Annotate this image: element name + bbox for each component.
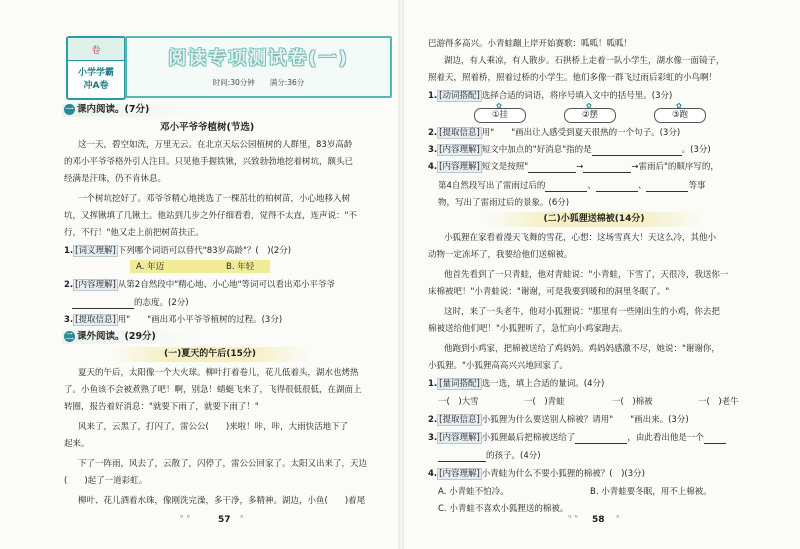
p3-line-7: 他跑到小鸡家，把棉被送给了鸡妈妈。鸡妈妈感激不尽，她说："谢谢你， — [444, 344, 720, 354]
section-2-title: 课外阅读。(29分) — [77, 331, 156, 342]
story-question-1 — [428, 378, 604, 390]
p3-line-6: 棉被送给他们吧！"小狐狸听了，急忙向小鸡家跑去。 — [428, 324, 628, 334]
badge-line-2: 冲A卷 — [83, 81, 109, 91]
rq1-tag: [动词搭配] — [439, 91, 480, 101]
rq4-blank-2[interactable] — [583, 172, 631, 173]
p2-line-1: 夏天的午后，太阳像一个大火球。柳叶打着卷儿，花儿低着头，湖水也烤热 — [78, 368, 359, 378]
sq2-tag: [提取信息] — [439, 415, 480, 425]
sq3-tag: [内容理解] — [439, 433, 480, 443]
sq1-item-2[interactable]: 一( )青蛙 — [524, 397, 565, 407]
sq3-blank-2[interactable] — [704, 443, 726, 444]
p3-line-8: 小狐狸。"小狐狸高高兴兴地回家了。 — [428, 361, 568, 371]
lq1-option-b[interactable]: B. 年轻 — [226, 262, 255, 272]
page-title: 阅读专项测试卷(一) — [168, 48, 349, 69]
rq3-number: 3. — [428, 145, 438, 155]
lq1-tag: [词义理解] — [75, 246, 116, 256]
p2-line-8: 柳叶、花儿洒着水珠，像刚洗完澡，多干净，多精神。湖边，小鱼( )着尾 — [78, 496, 366, 506]
bulb-icon: ✿ — [496, 102, 502, 110]
p3-line-1: 小狐狸在家看着漫天飞舞的雪花，心想：这场雪真大！天这么冷，其他小 — [444, 233, 717, 243]
badge-top-mark: 卷 — [91, 46, 101, 56]
sq1-item-3[interactable]: 一( )棉被 — [612, 397, 653, 407]
sq4-option-b[interactable]: B. 小青蛙要冬眠，用不上棉被。 — [590, 487, 712, 497]
rq1-option-3[interactable] — [654, 102, 706, 123]
right-question-4 — [428, 161, 719, 173]
section-1-tag: 一 — [65, 105, 74, 114]
lq3-number: 3. — [64, 315, 74, 325]
section-1-title: 课内阅读。(7分) — [77, 104, 150, 115]
right-question-3 — [428, 144, 711, 156]
lq2-number: 2. — [64, 280, 74, 290]
test-meta: 时间:30分钟 满分:36分 — [212, 78, 305, 87]
header-box — [125, 36, 392, 98]
sq3-line-2 — [438, 450, 541, 462]
rq3-answer-blank[interactable] — [592, 155, 682, 156]
section-1-heading — [64, 104, 149, 116]
rq2-text: 用" "画出让人感受到夏天很热的一个句子。(3分) — [481, 128, 681, 138]
r-line-2: 湖边，有人乘凉，有人散步。石拱桥上走着一队小学生，湖水像一面镜子， — [444, 56, 725, 66]
sprout-icon: ᐡ ᐡ — [180, 514, 190, 524]
badge-line-1: 小学学霸 — [77, 68, 114, 78]
rq4-number: 4. — [428, 162, 438, 172]
lq2-answer-blank[interactable] — [72, 308, 134, 309]
p2-line-6: 下了一阵雨，风去了，云散了，闪停了，雷公公回家了。太阳又出来了，天边 — [78, 459, 368, 469]
rq1-option-1[interactable] — [474, 102, 526, 123]
rq1-option-2[interactable] — [564, 102, 616, 123]
sq2-text: 小狐狸为什么要送别人棉被？请用" "画出来。(3分) — [481, 415, 689, 425]
rq4-line-3: 物，写出了雷雨过后的景象。(6分) — [438, 198, 570, 208]
rq4-blank-5[interactable] — [646, 191, 688, 192]
rq1-option-1-label: ①挂 — [491, 110, 509, 120]
sq1-item-1[interactable]: 一( )大雪 — [438, 397, 479, 407]
rq3-tag: [内容理解] — [439, 145, 480, 155]
sq1-number: 1. — [428, 379, 438, 389]
rq4-arrow-2: →雷雨后"的顺序写的， — [631, 162, 719, 172]
lq1-text: 下列哪个词语可以替代"83岁高龄"？( )(2分) — [117, 246, 292, 256]
rq1-text: 选择合适的词语，将序号填入文中的括号里。(3分) — [481, 91, 673, 101]
sq1-text: 选一选，填上合适的量词。(4分) — [481, 379, 605, 389]
rq4-blank-3[interactable] — [545, 191, 587, 192]
sq4-option-a[interactable]: A. 小青蛙不怕冷。 — [438, 487, 509, 497]
brand-badge — [66, 36, 126, 100]
sprout-icon: ᐡ — [240, 514, 244, 524]
rq3-text: 短文中加点的"好消息"指的是 — [481, 145, 592, 155]
rq4-blank-1[interactable] — [528, 172, 576, 173]
rq2-number: 2. — [428, 128, 438, 138]
sq1-tag: [量词搭配] — [439, 379, 480, 389]
sq4-text: 小青蛙为什么不要小狐狸的棉被？( )(3分) — [481, 469, 645, 479]
p2-line-4: 风来了，云黑了，打闪了，雷公公( )来啦！咔，咔，大雨快活地下了 — [78, 422, 349, 432]
sq2-number: 2. — [428, 415, 438, 425]
left-question-2 — [64, 279, 335, 291]
rq1-option-3-label: ③跑 — [671, 110, 689, 120]
rq3-tail: 。(3分) — [681, 145, 711, 155]
rq4-line-2: 第4自然段写出了雷雨过后的 、 、 等事 — [438, 181, 706, 191]
rq4-line-2a: 第4自然段写出了雷雨过后的 — [438, 181, 546, 191]
rq4-arrow-1: → — [576, 162, 584, 172]
left-question-3 — [64, 314, 282, 326]
left-question-1 — [64, 245, 291, 257]
story-question-2 — [428, 414, 689, 426]
page-number-left: 57 — [218, 515, 231, 525]
sprout-icon: ᐡ — [616, 514, 620, 524]
section-2-tag: 二 — [65, 332, 74, 341]
sq3-number: 3. — [428, 433, 438, 443]
story-question-4 — [428, 468, 645, 480]
p3-line-2: 动物一定冻坏了，我要给他们送棉被。 — [428, 250, 573, 260]
right-question-2 — [428, 127, 680, 139]
r-line-1: 巴游得多高兴。小青蛙蹦上岸开始赛歌：呱呱！呱呱！ — [428, 39, 633, 49]
lq3-tag: [提取信息] — [75, 315, 116, 325]
p1-line-6: 行，不行！"他又走上前把树苗扶正。 — [64, 228, 204, 238]
passage-2-title: (一)夏天的午后(15分) — [110, 347, 310, 362]
lq2-tag: [内容理解] — [75, 280, 116, 290]
rq4-tag: [内容理解] — [439, 162, 480, 172]
p1-line-1: 这一天，碧空如洗，万里无云。在北京天坛公园植树的人群里，83岁高龄 — [78, 140, 353, 150]
sq4-option-c[interactable]: C. 小青蛙不喜欢小狐狸送的棉被。 — [438, 504, 569, 514]
p1-line-3: 经满是汗珠，仍不肯休息。 — [64, 174, 167, 184]
sq3-text: 小狐狸最后把棉被送给了 — [481, 433, 576, 443]
lq2-line-2 — [72, 297, 189, 309]
lq1-number: 1. — [64, 246, 74, 256]
right-question-1 — [428, 90, 672, 102]
p1-line-5: 坑，又挥锹填了几锹土。他站到几步之外仔细看看，觉得不太直，连声说："不 — [64, 211, 357, 221]
p1-line-4: 一个树坑挖好了。邓爷爷精心地挑选了一棵茁壮的柏树苗，小心地移入树 — [78, 194, 351, 204]
p2-line-2: 了。小鱼该不会被煮熟了吧！啊，别急！蜻蜓飞来了，飞得很低很低，在湖面上 — [64, 385, 362, 395]
bulb-icon: ✿ — [676, 102, 682, 110]
sprout-icon: ᐡ ᐡ — [568, 514, 578, 524]
rq4-blank-4[interactable] — [596, 191, 638, 192]
right-page — [404, 0, 800, 549]
sq4-tag: [内容理解] — [439, 469, 480, 479]
p3-line-4: 床棉被吧！"小青蛙说："谢谢，可是我要到暖和的洞里冬眠了。" — [428, 287, 670, 297]
bulb-icon: ✿ — [586, 102, 592, 110]
sq1-item-4[interactable]: 一( )老牛 — [698, 397, 739, 407]
p3-line-5: 这时，来了一头老牛，他对小狐狸说："那里有一些刚出生的小鸡，你去把 — [444, 307, 720, 317]
rq1-number: 1. — [428, 91, 438, 101]
p2-line-5: 起来。 — [64, 439, 90, 449]
story-question-3 — [428, 432, 726, 444]
lq2-text: 从第2自然段中"精心地、小心地"等词可以看出邓小平爷爷 — [117, 280, 336, 290]
rq1-option-2-label: ②摆 — [581, 110, 599, 120]
p1-line-2: 的邓小平爷爷格外引人注目。只见他手握铁锹，兴致勃勃地挖着树坑，额头已 — [64, 157, 354, 167]
rq4-line-2b: 等事 — [688, 181, 706, 191]
sq4-number: 4. — [428, 469, 438, 479]
lq2-line-2-text: 的态度。(2分) — [134, 298, 189, 308]
sq3-blank-1[interactable] — [575, 443, 627, 444]
section-2-heading — [64, 331, 156, 343]
p2-line-7: ( )起了一道彩虹。 — [64, 476, 148, 486]
sq3-blank-3[interactable] — [438, 461, 486, 462]
rq4-text: 短文是按照" — [481, 162, 529, 172]
sq3-mid: ，由此看出他是一个 — [627, 433, 704, 443]
rq2-tag: [提取信息] — [439, 128, 480, 138]
lq3-text: 用" "画出邓小平爷爷植树的过程。(3分) — [117, 315, 283, 325]
r-line-3: 照着天，照着桥，照着过桥的小学生。他们多像一群飞过雨后彩虹的小鸟啊！ — [428, 73, 718, 83]
passage-3-title: (二)小狐狸送棉被(14分) — [484, 212, 704, 227]
passage-1-title: 邓小平爷爷植树(节选) — [160, 122, 255, 133]
p2-line-3: 转圈，报告着好消息："就要下雨了，就要下雨了！" — [64, 402, 259, 412]
p3-line-3: 他首先看到了一只青蛙，他对青蛙说："小青蛙，下雪了，天很冷，我送你一 — [444, 270, 729, 280]
lq1-option-a[interactable]: A. 年迈 — [136, 262, 165, 272]
page-number-right: 58 — [592, 515, 605, 525]
sq3-line-2-text: 的孩子。(4分) — [486, 451, 541, 461]
